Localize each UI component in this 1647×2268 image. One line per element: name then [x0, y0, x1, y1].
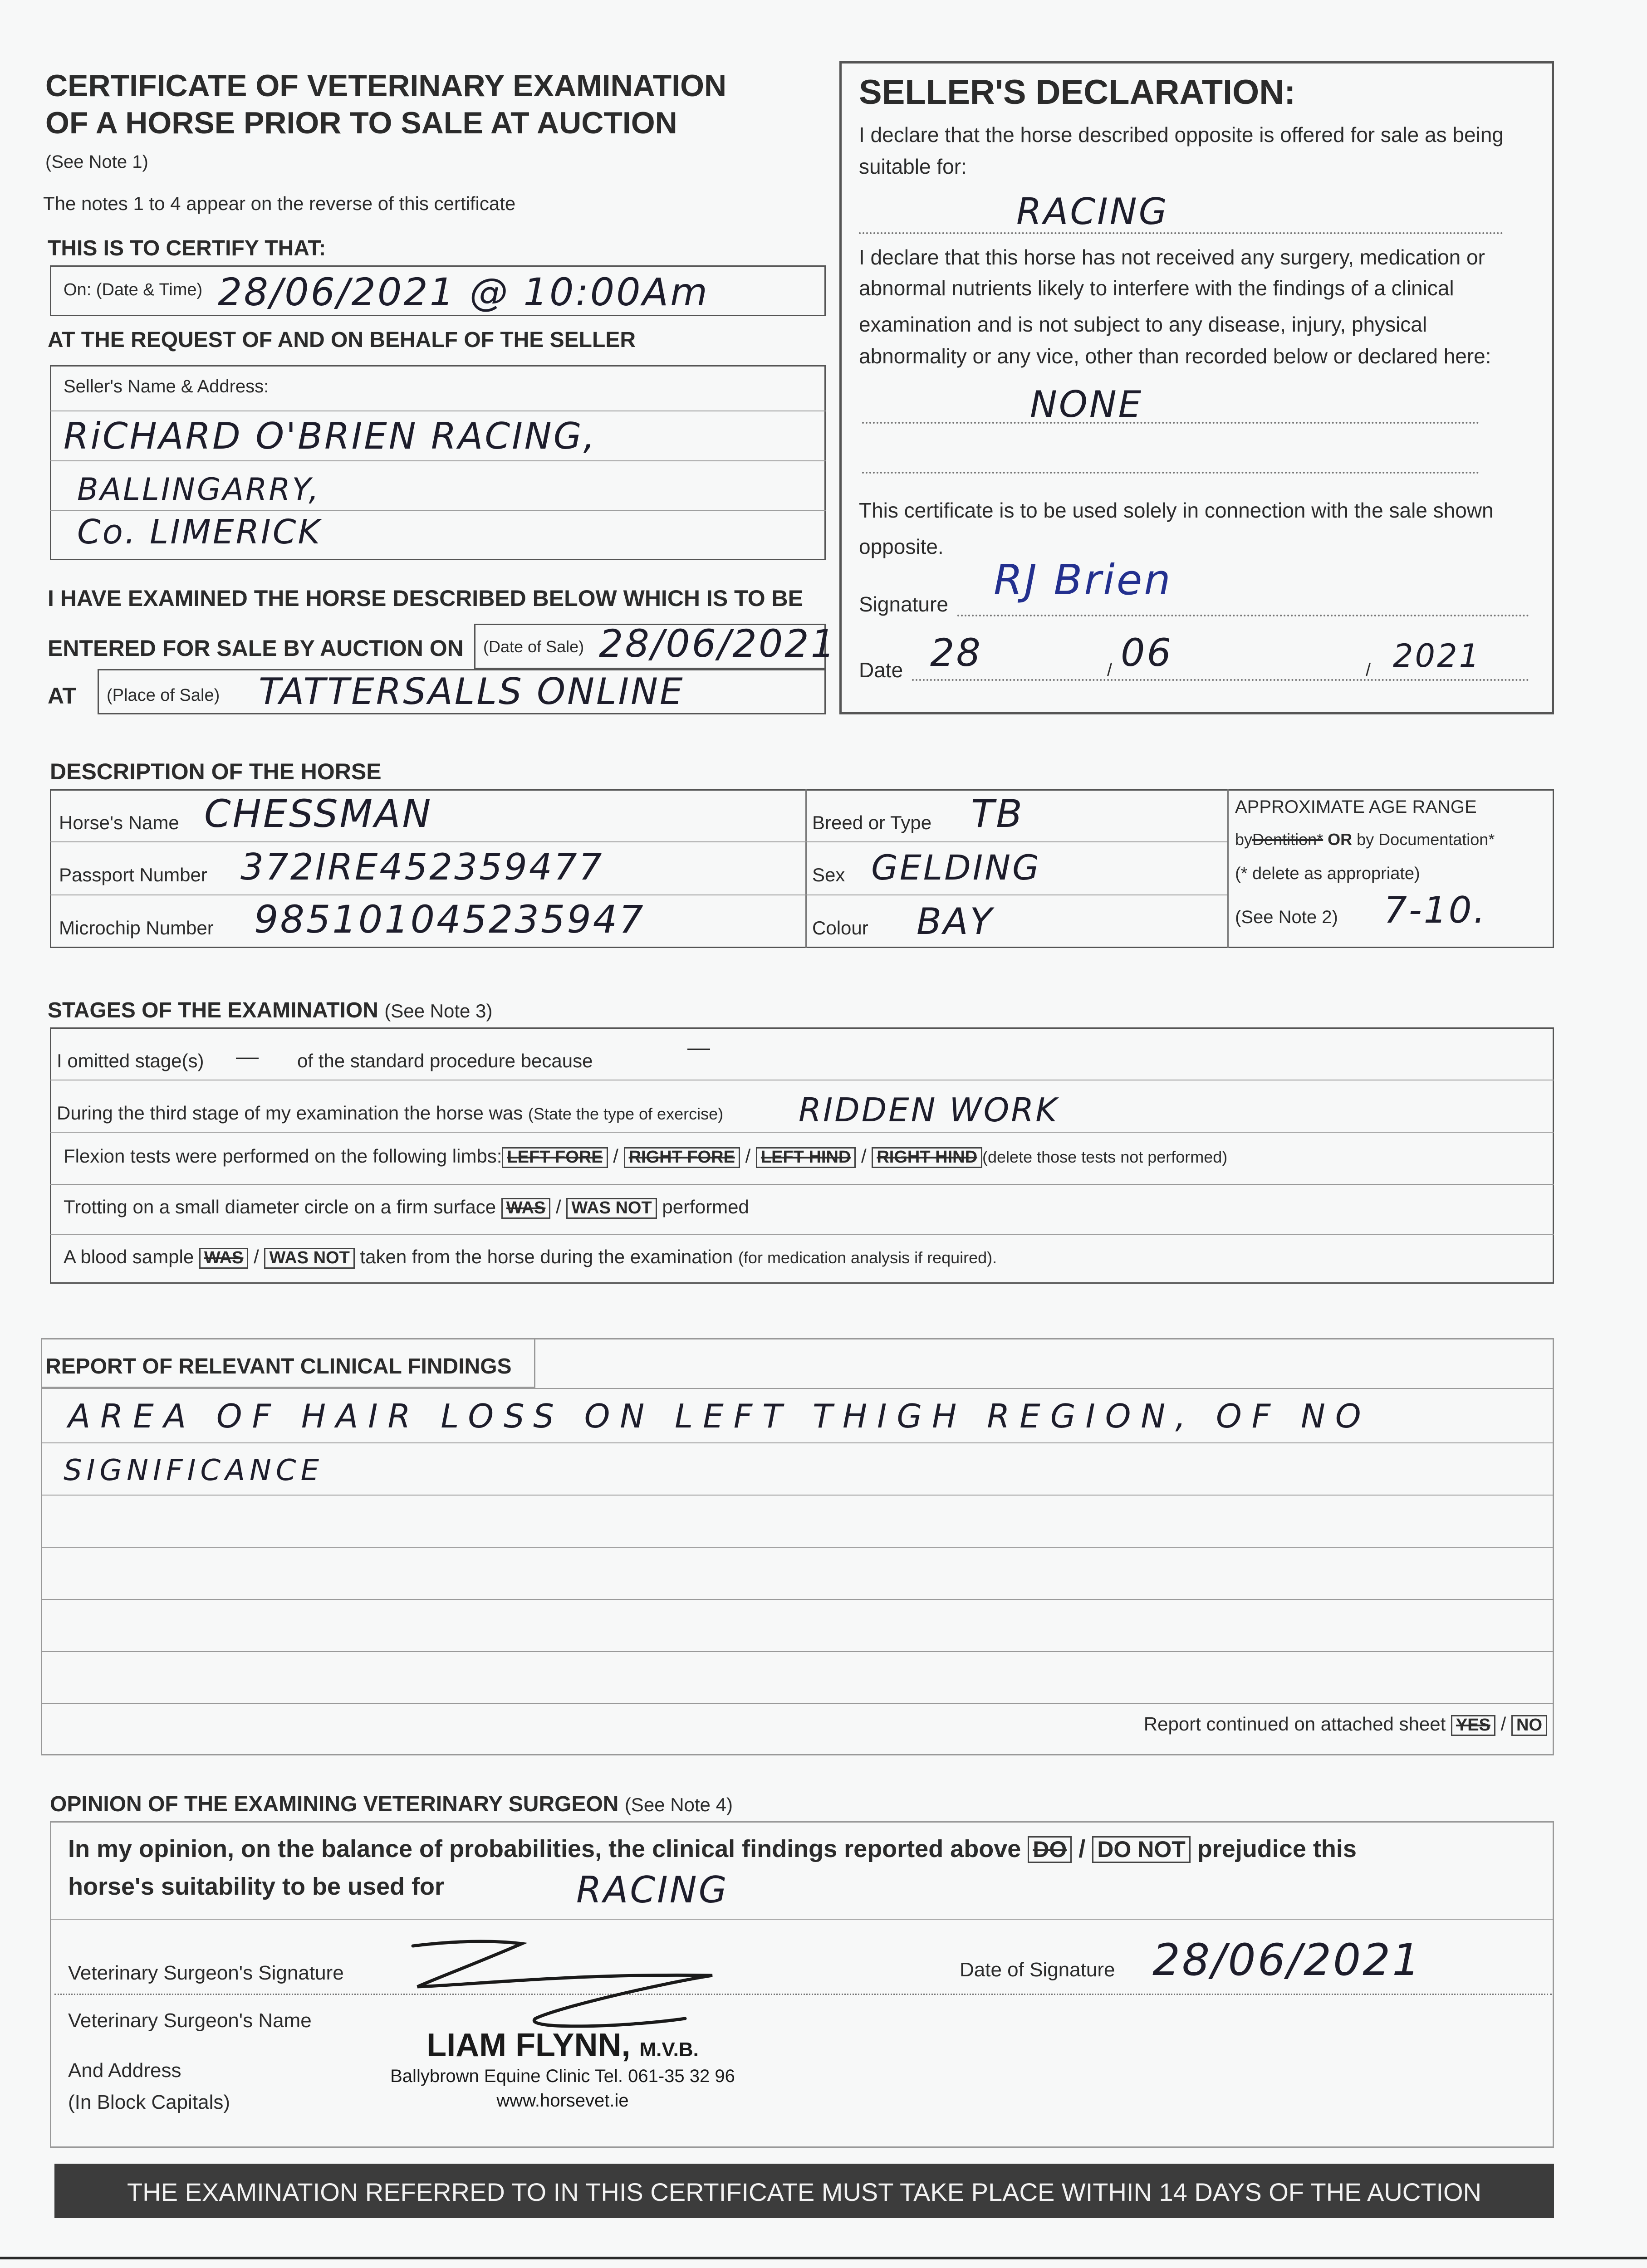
report-line-2[interactable]: SIGNIFICANCE [64, 1454, 324, 1487]
place-of-sale-value[interactable]: TATTERSALLS ONLINE [259, 670, 685, 713]
passport-label: Passport Number [59, 864, 207, 885]
report-continued-row: Report continued on attached sheet YES / NO [1144, 1715, 1547, 1736]
sex-value[interactable]: GELDING [871, 847, 1041, 888]
examined-line1: I HAVE EXAMINED THE HORSE DESCRIBED BELOW WHICH IS TO BE [48, 586, 803, 611]
flexion-left-hind[interactable]: LEFT HIND [756, 1147, 856, 1168]
opinion-do[interactable]: DO [1028, 1836, 1072, 1863]
opinion-text-2: prejudice this [1197, 1835, 1357, 1862]
age-dentition-option: Dentition* [1252, 830, 1323, 849]
declaration-date-sep1: / [1107, 660, 1113, 680]
sex-label: Sex [812, 864, 845, 885]
date-of-sale-label: (Date of Sale) [483, 637, 584, 656]
horse-name-value[interactable]: CHESSMAN [204, 792, 433, 836]
scan-edge [0, 2257, 1647, 2259]
at-label: AT [48, 683, 76, 709]
stamp-web: www.horsevet.ie [496, 2091, 629, 2111]
opinion-do-not[interactable]: DO NOT [1092, 1836, 1190, 1863]
declaration-date-sep2: / [1366, 660, 1371, 680]
footer-banner-text: THE EXAMINATION REFERRED TO IN THIS CERTIFICATE MUST TAKE PLACE WITHIN 14 DAYS OF THE AUCTION [127, 2178, 1482, 2206]
address-label: And Address [68, 2059, 181, 2082]
flexion-right-fore[interactable]: RIGHT FORE [624, 1147, 740, 1168]
date-of-signature-value[interactable]: 28/06/2021 [1152, 1935, 1422, 1985]
declaration-para-1: I declare that this horse has not received any surgery, medication or [859, 245, 1485, 269]
declared-value[interactable]: NONE [1030, 383, 1143, 425]
colour-label: Colour [812, 917, 868, 938]
trotting-was-not[interactable]: WAS NOT [566, 1198, 657, 1219]
flexion-label: Flexion tests were performed on the following limbs: [64, 1145, 502, 1167]
blood-was-not[interactable]: WAS NOT [264, 1248, 354, 1269]
certificate-title-line2: OF A HORSE PRIOR TO SALE AT AUCTION [45, 106, 677, 140]
trotting-suffix: performed [662, 1196, 749, 1217]
stamp-name: LIAM FLYNN, [426, 2027, 631, 2063]
notes-line: The notes 1 to 4 appear on the reverse of this certificate [43, 193, 516, 214]
report-continued-yes[interactable]: YES [1451, 1715, 1495, 1736]
declaration-solely-1: This certificate is to be used solely in connection with the sale shown [859, 499, 1494, 522]
vs-signature-scribble[interactable] [386, 1932, 771, 2037]
declaration-signature-label: Signature [859, 592, 948, 616]
age-note: (See Note 2) [1235, 907, 1338, 927]
blood-was[interactable]: WAS [199, 1248, 249, 1269]
blood-row: A blood sample WAS / WAS NOT taken from the horse during the examination (for medication analysis if required). [64, 1247, 997, 1269]
description-heading: DESCRIPTION OF THE HORSE [50, 759, 382, 784]
vet-stamp [390, 2028, 735, 2112]
examined-line2: ENTERED FOR SALE BY AUCTION ON [48, 635, 464, 661]
age-delete-note: (* delete as appropriate) [1235, 864, 1420, 883]
trotting-label: Trotting on a small diameter circle on a firm surface [64, 1196, 496, 1217]
declaration-heading: SELLER'S DECLARATION: [859, 73, 1296, 112]
declaration-para-4: abnormality or any vice, other than recorded below or declared here: [859, 344, 1491, 368]
opinion-text-row: In my opinion, on the balance of probabilities, the clinical findings reported above DO / DO NOT prejudice this [68, 1835, 1357, 1862]
horse-name-label: Horse's Name [59, 812, 179, 833]
breed-label: Breed or Type [812, 812, 932, 833]
microchip-value[interactable]: 985101045235947 [254, 897, 645, 942]
opinion-text-3: horse's suitability to be used for [68, 1873, 444, 1900]
colour-value[interactable]: BAY [917, 900, 994, 943]
passport-value[interactable]: 372IRE452359477 [240, 846, 604, 888]
seller-line-2[interactable]: BALLINGARRY, [77, 472, 320, 508]
declaration-intro-2: suitable for: [859, 155, 967, 178]
seller-line-3[interactable]: Co. LIMERICK [77, 513, 322, 552]
third-stage-label: During the third stage of my examination the horse was (State the type of exercise) [57, 1102, 724, 1124]
flexion-left-fore[interactable]: LEFT FORE [502, 1147, 608, 1168]
vs-signature-label: Veterinary Surgeon's Signature [68, 1962, 344, 1984]
see-note-1: (See Note 1) [45, 152, 148, 172]
certificate-title-line1: CERTIFICATE OF VETERINARY EXAMINATION [45, 68, 727, 103]
request-heading: AT THE REQUEST OF AND ON BEHALF OF THE SELLER [48, 328, 636, 352]
flexion-row: Flexion tests were performed on the following limbs: LEFT FORE / RIGHT FORE / LEFT HIND / RIGHT HIND (delete those tests not performed) [64, 1147, 1227, 1168]
stamp-clinic: Ballybrown Equine Clinic Tel. 061-35 32 96 [390, 2066, 735, 2087]
declaration-date-year[interactable]: 2021 [1393, 637, 1481, 675]
report-continued-no[interactable]: NO [1511, 1715, 1547, 1736]
report-continued-label: Report continued on attached sheet [1143, 1713, 1446, 1735]
declaration-date-day[interactable]: 28 [930, 631, 982, 675]
blood-suffix: taken from the horse during the examination [360, 1246, 733, 1267]
declaration-date-month[interactable]: 06 [1121, 631, 1173, 675]
omitted-label: I omitted stage(s) [57, 1050, 204, 1071]
vs-name-label: Veterinary Surgeon's Name [68, 2009, 312, 2032]
trotting-was[interactable]: WAS [501, 1198, 551, 1219]
age-range-methods: byDentition* OR by Documentation* [1235, 830, 1495, 849]
trotting-row: Trotting on a small diameter circle on a firm surface WAS / WAS NOT performed [64, 1198, 749, 1219]
on-date-value[interactable]: 28/06/2021 @ 10:00Am [218, 270, 709, 314]
breed-value[interactable]: TB [971, 792, 1024, 836]
seller-label: Seller's Name & Address: [64, 376, 269, 396]
declaration-signature-value[interactable]: RJ Brien [994, 556, 1172, 604]
declaration-para-3: examination and is not subject to any disease, injury, physical [859, 313, 1427, 336]
age-value[interactable]: 7-10. [1384, 889, 1487, 931]
omitted-because: of the standard procedure because [297, 1050, 593, 1071]
flexion-right-hind[interactable]: RIGHT HIND [872, 1147, 982, 1168]
flexion-suffix: (delete those tests not performed) [982, 1148, 1228, 1166]
report-heading: REPORT OF RELEVANT CLINICAL FINDINGS [45, 1354, 512, 1378]
declaration-solely-2: opposite. [859, 535, 944, 558]
microchip-label: Microchip Number [59, 917, 214, 938]
stamp-quals: M.V.B. [639, 2038, 699, 2061]
omitted-reason[interactable]: — [687, 1035, 710, 1060]
date-of-sale-value[interactable]: 28/06/2021 [599, 621, 837, 666]
place-of-sale-label: (Place of Sale) [107, 686, 220, 705]
block-capitals-label: (In Block Capitals) [68, 2091, 230, 2113]
seller-line-1[interactable]: RiCHARD O'BRIEN RACING, [64, 415, 597, 457]
omitted-value[interactable]: — [236, 1044, 259, 1069]
report-line-1[interactable]: AREA OF HAIR LOSS ON LEFT THIGH REGION, OF NO [68, 1397, 1371, 1435]
third-stage-value[interactable]: RIDDEN WORK [799, 1091, 1059, 1129]
blood-note: (for medication analysis if required). [738, 1248, 997, 1267]
opinion-heading: OPINION OF THE EXAMINING VETERINARY SURGEON (See Note 4) [50, 1792, 733, 1816]
declaration-para-2: abnormal nutrients likely to interfere with the findings of a clinical [859, 276, 1454, 300]
blood-label: A blood sample [64, 1246, 194, 1267]
declaration-date-label: Date [859, 658, 903, 682]
on-date-label: On: (Date & Time) [64, 280, 203, 299]
suitable-for-value[interactable]: RACING [1016, 191, 1169, 233]
date-of-signature-label: Date of Signature [960, 1959, 1115, 1981]
age-range-label: APPROXIMATE AGE RANGE [1235, 797, 1477, 817]
certify-heading: THIS IS TO CERTIFY THAT: [48, 236, 326, 260]
opinion-text-1: In my opinion, on the balance of probabilities, the clinical findings reported above [68, 1835, 1021, 1862]
stages-heading: STAGES OF THE EXAMINATION (See Note 3) [48, 998, 493, 1022]
declaration-intro-1: I declare that the horse described opposite is offered for sale as being [859, 123, 1504, 147]
opinion-used-for-value[interactable]: RACING [576, 1869, 729, 1911]
